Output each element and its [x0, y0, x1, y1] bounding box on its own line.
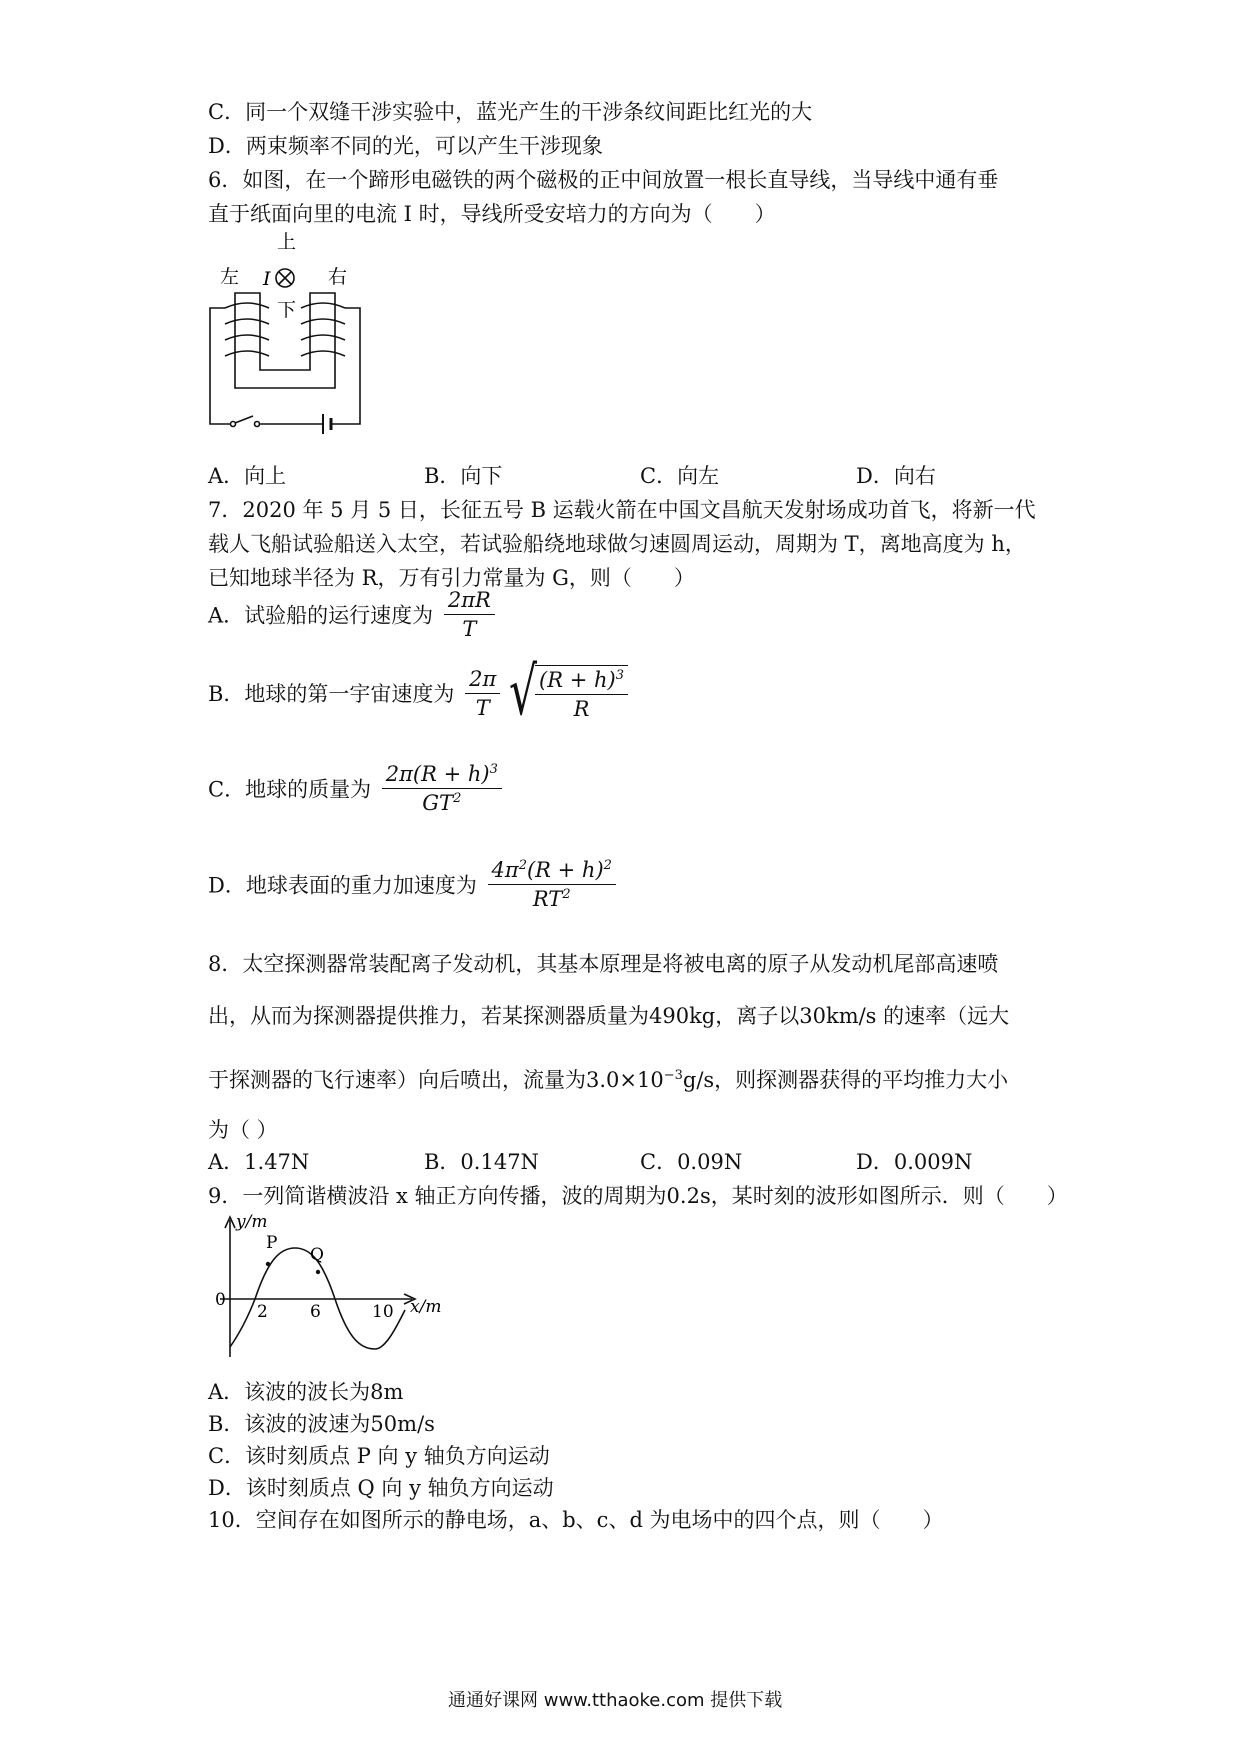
- q7-stem-line2: 载人飞船试验船送入太空，若试验船绕地球做匀速圆周运动，周期为 T，离地高度为 h，: [208, 532, 1026, 556]
- q7-option-a: [208, 588, 495, 641]
- q8-stem-line2: 出，从而为探测器提供推力，若某探测器质量为490kg，离子以30km/s 的速率（远大: [208, 1004, 1010, 1028]
- q6-stem-line1: 6．如图，在一个蹄形电磁铁的两个磁极的正中间放置一根长直导线，当导线中通有垂: [208, 168, 999, 192]
- q7-option-d: [208, 858, 616, 911]
- wave-graph: [210, 1212, 450, 1362]
- q7-option-a-fraction: $\frac{2\pi R}{T}$: [444, 588, 495, 641]
- q8-stem-line3: 于探测器的飞行速率）向后喷出，流量为$3.0\times 10^{-3}g/s$，则探测器获得的平均推力大小: [208, 1068, 1009, 1092]
- tick-label-10: 10: [372, 1302, 394, 1322]
- q8-option-d: D．0.009N: [856, 1150, 973, 1174]
- label-up: 上: [277, 231, 297, 253]
- electromagnet-figure: [205, 228, 385, 438]
- q9-option-b: B．该波的波速为50m/s: [208, 1412, 435, 1436]
- label-current-i: I: [263, 268, 271, 290]
- q9-option-d: D．该时刻质点 Q 向 y 轴负方向运动: [208, 1476, 554, 1500]
- label-down: 下: [277, 299, 297, 321]
- q9-option-c: C．该时刻质点 P 向 y 轴负方向运动: [208, 1444, 550, 1468]
- label-p: P: [266, 1233, 278, 1253]
- q8-option-c: C．0.09N: [640, 1150, 743, 1174]
- label-right: 右: [328, 266, 348, 288]
- q7-stem-line1: 7．2020 年 5 月 5 日，长征五号 B 运载火箭在中国文昌航天发射场成功首飞，将新一代: [208, 498, 1036, 522]
- q7-option-c: [208, 762, 502, 815]
- q10-stem-line1: 10．空间存在如图所示的静电场，a、b、c、d 为电场中的四个点，则（ ）: [208, 1508, 944, 1532]
- tick-label-2: 2: [257, 1302, 268, 1322]
- label-left: 左: [220, 266, 240, 288]
- q7-option-c-fraction: $\frac{2\pi(R + h)^3}{GT^2}$: [382, 762, 502, 815]
- electromagnet-diagram: [205, 228, 385, 438]
- q7-option-b-coef: $\frac{2\pi}{T}$: [465, 667, 500, 720]
- q7-option-c-text: C．地球的质量为: [208, 777, 372, 802]
- q5-option-c: C．同一个双缝干涉实验中，蓝光产生的干涉条纹间距比红光的大: [208, 100, 813, 124]
- x-axis-label: x/m: [410, 1297, 442, 1317]
- origin-label: 0: [215, 1290, 226, 1310]
- q5-option-d: D．两束频率不同的光，可以产生干涉现象: [208, 134, 603, 158]
- q8-option-a: A．1.47N: [208, 1150, 310, 1174]
- q7-option-b: [208, 654, 628, 731]
- q7-stem-line3: 已知地球半径为 R，万有引力常量为 G，则（ ）: [208, 566, 695, 590]
- q8-option-b: B．0.147N: [424, 1150, 539, 1174]
- q6-option-a: A．向上: [208, 464, 287, 488]
- q7-option-d-text: D．地球表面的重力加速度为: [208, 873, 477, 898]
- q7-option-a-text: A．试验船的运行速度为: [208, 603, 434, 628]
- q9-option-a: A．该波的波长为8m: [208, 1380, 404, 1404]
- q6-stem-line2: 直于纸面向里的电流 I 时，导线所受安培力的方向为（ ）: [208, 202, 776, 226]
- sqrt-symbol: √: [508, 654, 538, 731]
- q7-option-b-radicand: $\frac{(R + h)^3}{R}$: [535, 665, 628, 721]
- tick-label-6: 6: [310, 1302, 321, 1322]
- page-footer: 通通好课网 www.tthaoke.com 提供下载: [448, 1690, 783, 1711]
- q7-option-d-fraction: $\frac{4\pi^2(R + h)^2}{RT^2}$: [488, 858, 616, 911]
- q6-option-c: C．向左: [640, 464, 720, 488]
- q8-stem-line1: 8．太空探测器常装配离子发动机，其基本原理是将被电离的原子从发动机尾部高速喷: [208, 952, 999, 976]
- q9-stem-line1: 9．一列简谐横波沿 x 轴正方向传播，波的周期为0.2s，某时刻的波形如图所示．则（ ）: [208, 1184, 1068, 1208]
- q8-stem-line4: 为（ ）: [208, 1118, 278, 1142]
- q6-option-d: D．向右: [856, 464, 936, 488]
- label-q: Q: [310, 1245, 324, 1265]
- y-axis-label: y/m: [236, 1212, 268, 1232]
- point-p: [266, 1262, 270, 1266]
- point-q: [316, 1270, 320, 1274]
- q7-option-b-text: B．地球的第一宇宙速度为: [208, 682, 455, 706]
- wave-figure: [210, 1212, 450, 1362]
- q6-option-b: B．向下: [424, 464, 503, 488]
